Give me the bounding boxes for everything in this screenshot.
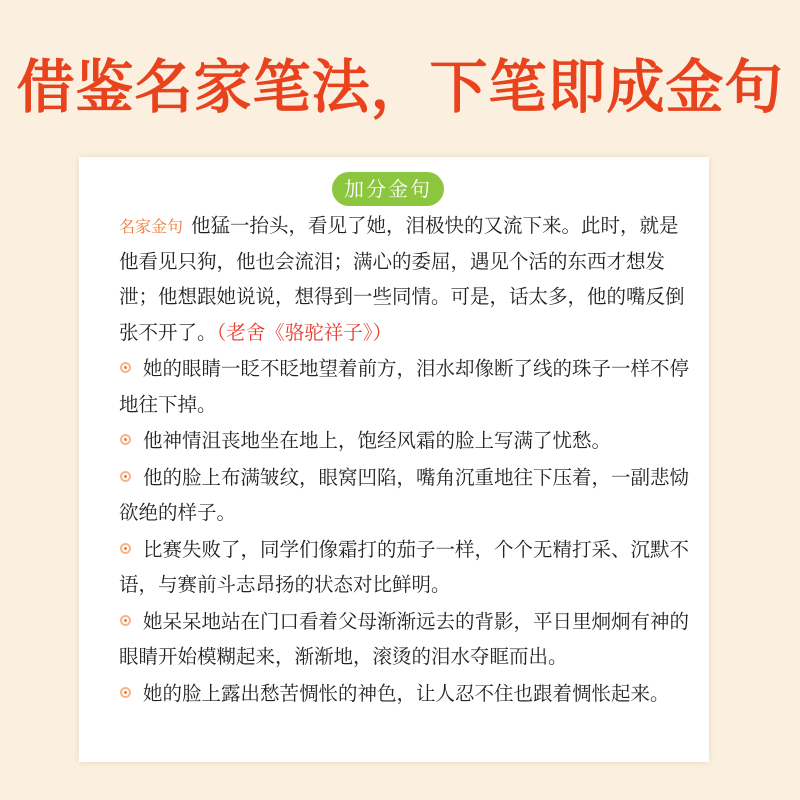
circle-bullet-icon	[120, 615, 131, 626]
quote-source: （老舍《骆驼祥子》）	[216, 320, 393, 344]
list-item	[119, 532, 689, 603]
circle-bullet-icon	[120, 471, 131, 482]
list-item-text: 她的眼睛一眨不眨地望着前方，泪水却像断了线的珠子一样不停地往下掉。	[119, 357, 690, 416]
list-item-text: 他的脸上布满皱纹，眼窝凹陷，嘴角沉重地往下压着，一副悲恸欲绝的样子。	[119, 465, 690, 524]
list-item-text: 她呆呆地站在门口看着父母渐渐远去的背影，平日里炯炯有神的眼睛开始模糊起来，渐渐地，滚烫的泪水夺眶而出。	[119, 609, 690, 668]
famous-quote-block	[119, 208, 689, 350]
card-content	[119, 207, 689, 711]
quote-text: 他猛一抬头，看见了她，泪极快的又流下来。此时，就是他看见只狗，他也会流泪；满心的委屈，遇见个活的东西才想发泄；他想跟她说说，想得到一些同情。可是，话太多，他的嘴反倒张不开了。	[119, 214, 685, 344]
content-card	[79, 157, 709, 762]
list-item	[119, 604, 689, 675]
list-item	[119, 676, 689, 712]
list-item	[119, 351, 689, 422]
list-item-text: 比赛失败了，同学们像霜打的茄子一样，个个无精打采、沉默不语，与赛前斗志昂扬的状态对比鲜明。	[119, 537, 690, 596]
section-badge: 加分金句	[332, 172, 444, 206]
list-item	[119, 423, 689, 459]
circle-bullet-icon	[120, 687, 131, 698]
list-item-text: 她的脸上露出愁苦惆怅的神色，让人忍不住也跟着惆怅起来。	[143, 681, 670, 705]
circle-bullet-icon	[120, 434, 131, 445]
quote-label: 名家金句	[119, 217, 184, 236]
circle-bullet-icon	[120, 362, 131, 373]
list-item	[119, 460, 689, 531]
page-headline: 借鉴名家笔法，下笔即成金句	[16, 53, 784, 121]
circle-bullet-icon	[120, 543, 131, 554]
list-item-text: 他神情沮丧地坐在地上，饱经风霜的脸上写满了忧愁。	[143, 429, 612, 452]
